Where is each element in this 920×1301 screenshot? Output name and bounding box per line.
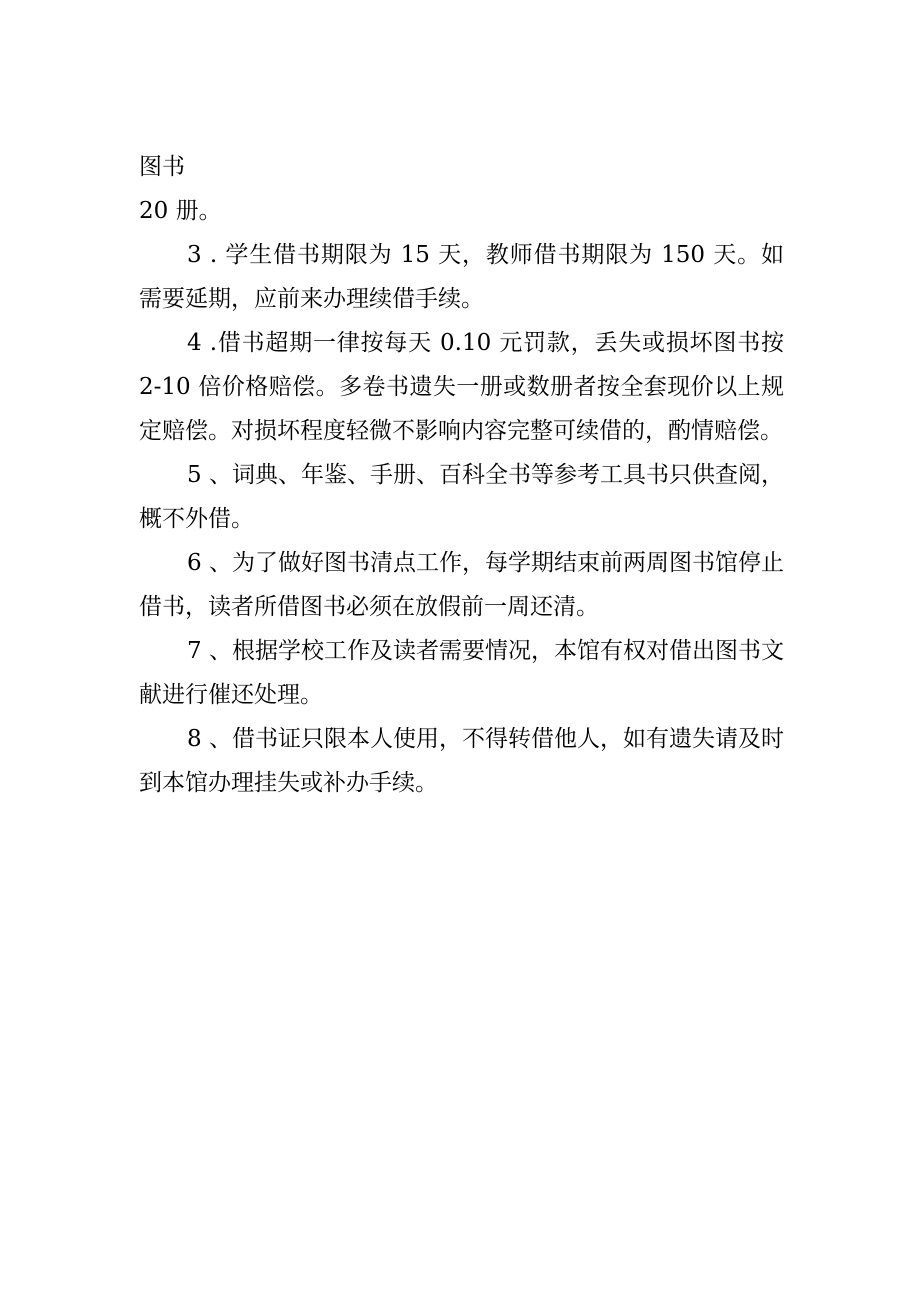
- continued-heading-line: 图书: [139, 154, 185, 180]
- rule-6-inventory: 6 、为了做好图书清点工作，每学期结束前两周图书馆停止借书，读者所借图书必须在放假前一周还清。: [139, 550, 784, 620]
- rule-3-loan-period: 3 . 学生借书期限为 15 天，教师借书期限为 150 天。如需要延期，应前来办理续借手续。: [139, 242, 784, 312]
- rule-4-overdue-fines: 4 .借书超期一律按每天 0.10 元罚款，丢失或损坏图书按 2-10 倍价格赔偿。多卷书遗失一册或数册者按全套现价以上规定赔偿。对损坏程度轻微不影响内容完整可续借的，酌情赔偿。: [139, 330, 784, 444]
- document-page: [139, 145, 784, 805]
- rule-8-library-card: 8 、借书证只限本人使用，不得转借他人，如有遗失请及时到本馆办理挂失或补办手续。: [139, 726, 784, 796]
- continued-count-line: 20 册。: [139, 198, 222, 224]
- rule-5-reference-books: 5 、词典、年鉴、手册、百科全书等参考工具书只供查阅，概不外借。: [139, 462, 784, 532]
- rule-7-recall: 7 、根据学校工作及读者需要情况，本馆有权对借出图书文献进行催还处理。: [139, 638, 784, 708]
